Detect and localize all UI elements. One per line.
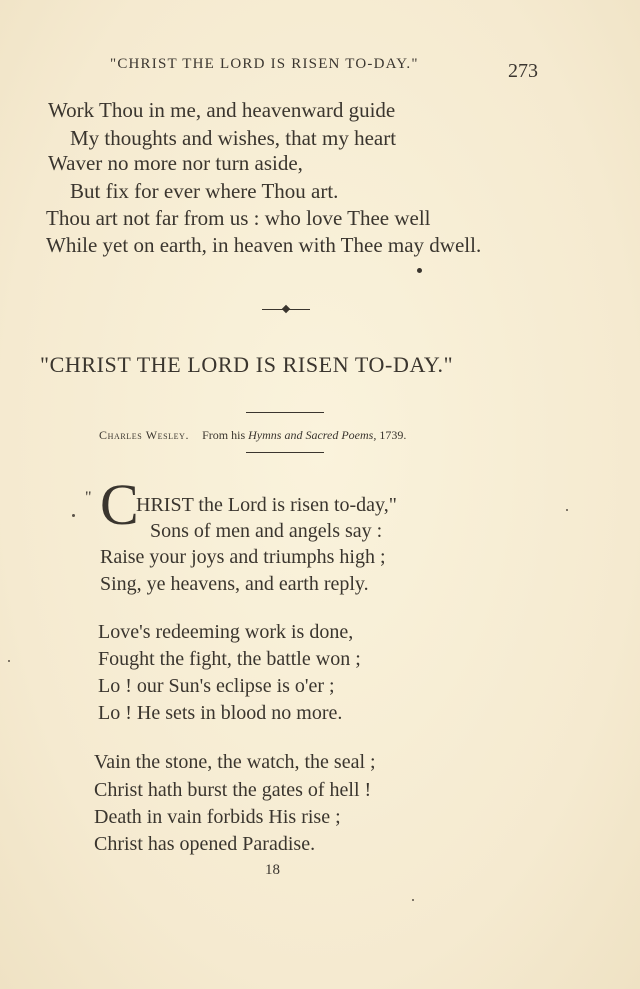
top-poem-line: Thou art not far from us : who love Thee well <box>46 206 431 230</box>
top-poem-line: Waver no more nor turn aside, <box>48 151 303 175</box>
paper-speck <box>566 509 568 511</box>
source-year: 1739. <box>379 428 407 442</box>
top-poem-line: Work Thou in me, and heavenward guide <box>48 98 396 122</box>
hymn-line: Sing, ye heavens, and earth reply. <box>100 573 369 595</box>
hymn-line: Lo ! He sets in blood no more. <box>98 702 343 724</box>
hymn-line: Vain the stone, the watch, the seal ; <box>94 751 376 773</box>
paper-speck <box>8 660 10 662</box>
drop-cap-letter: C <box>100 472 139 537</box>
hymn-line: Love's redeeming work is done, <box>98 621 354 643</box>
page-number: 273 <box>508 60 538 82</box>
top-poem-line: But fix for ever where Thou art. <box>70 179 339 203</box>
top-poem-line: My thoughts and wishes, that my heart <box>70 126 397 150</box>
hymn-line: Sons of men and angels say : <box>150 520 383 542</box>
attribution-rule <box>246 452 324 453</box>
hymn-attribution <box>99 428 406 443</box>
hymn-line: Christ hath burst the gates of hell ! <box>94 779 372 801</box>
hymn-line: Lo ! our Sun's eclipse is o'er ; <box>98 675 335 697</box>
opening-quote-mark: " <box>85 489 92 506</box>
running-head-title: "CHRIST THE LORD IS RISEN TO-DAY." <box>110 56 419 72</box>
hymn-line: HRIST the Lord is risen to-day," <box>136 494 397 516</box>
paper-speck <box>412 899 414 901</box>
divider-diamond-ornament <box>282 305 290 313</box>
paper-speck <box>72 514 75 517</box>
hymn-line: Fought the fight, the battle won ; <box>98 648 361 670</box>
source-book: Hymns and Sacred Poems, <box>248 428 377 442</box>
source-prefix: From his <box>202 428 246 442</box>
hymn-line: Raise your joys and triumphs high ; <box>100 546 386 568</box>
author-name: Charles Wesley. <box>99 428 190 442</box>
hymn-line: Christ has opened Paradise. <box>94 833 316 855</box>
title-rule <box>246 412 324 413</box>
hymn-title: "CHRIST THE LORD IS RISEN TO-DAY." <box>40 352 454 377</box>
ornament-dot <box>417 268 422 273</box>
top-poem-line: While yet on earth, in heaven with Thee may dwell. <box>46 233 482 257</box>
printer-signature-mark: 18 <box>265 862 280 878</box>
hymn-line: Death in vain forbids His rise ; <box>94 806 341 828</box>
